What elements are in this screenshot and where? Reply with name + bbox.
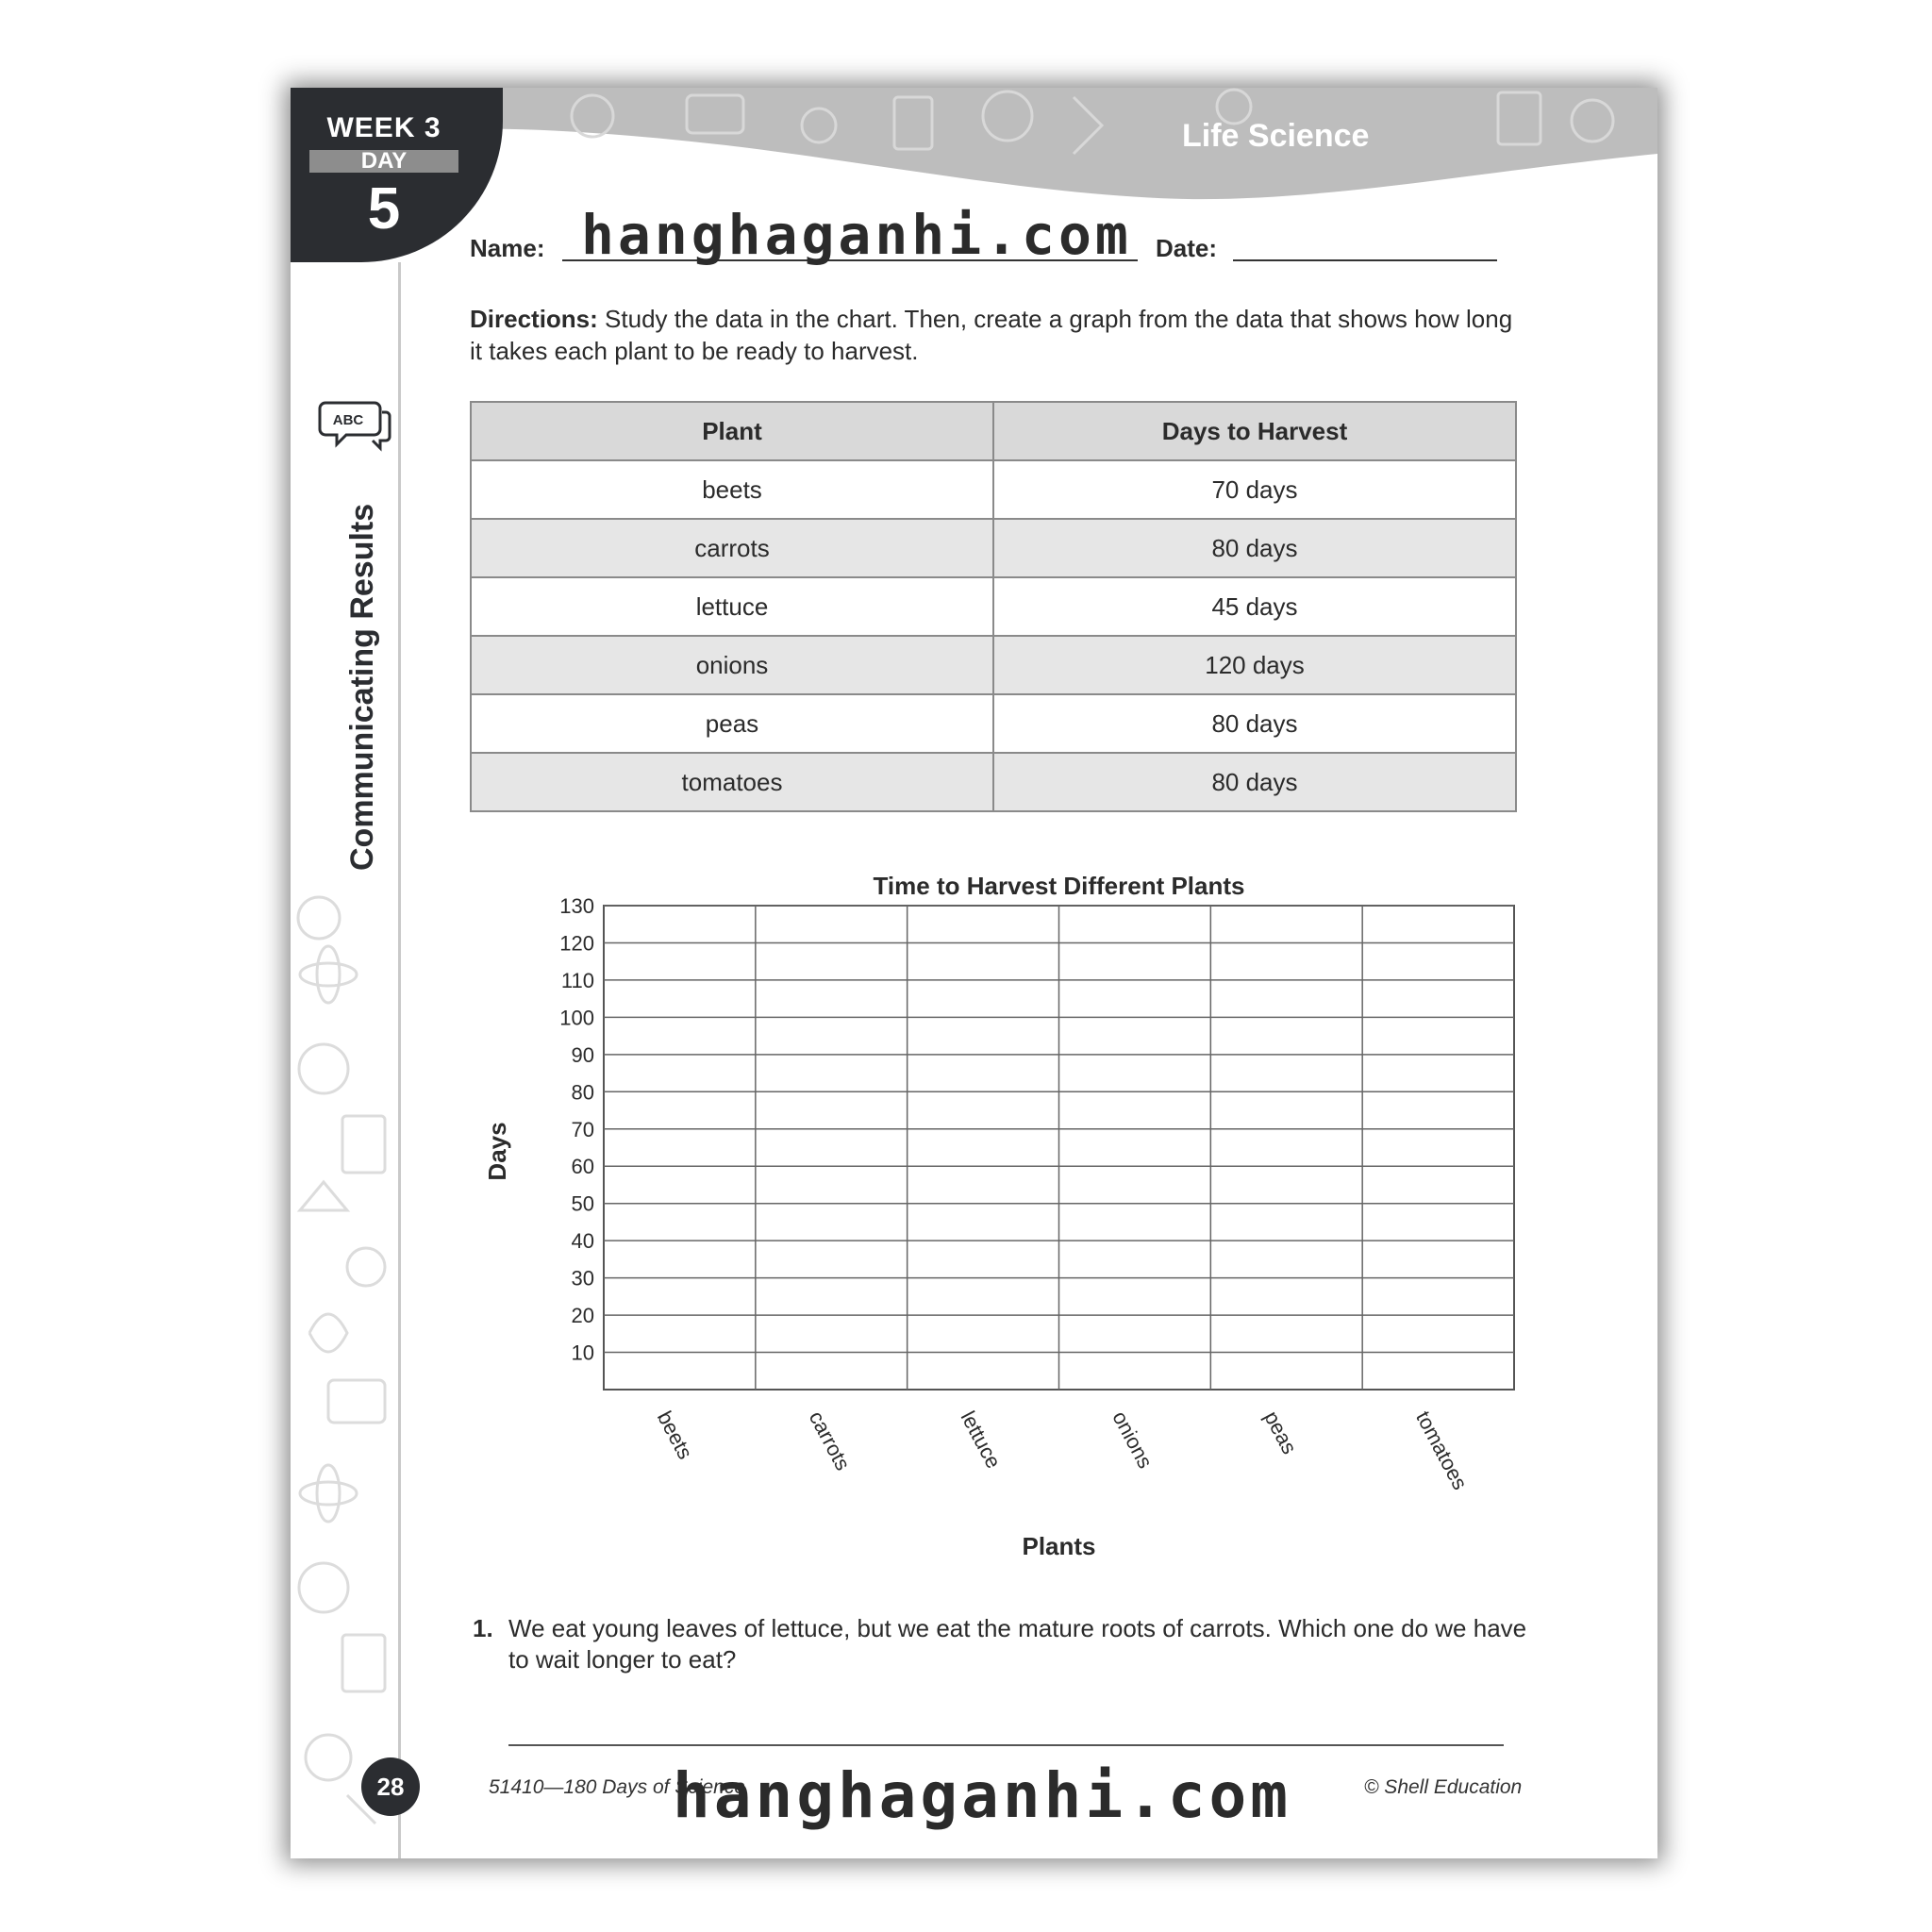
table-cell-days: 45 days [993, 577, 1516, 636]
question-number: 1. [473, 1614, 493, 1642]
sidebar-title: Communicating Results [344, 503, 380, 871]
y-tick-label: 40 [571, 1229, 594, 1254]
name-value: hanghaganhi.com [581, 203, 1132, 267]
table-cell-plant: onions [471, 636, 993, 694]
y-tick-label: 50 [571, 1191, 594, 1216]
x-tick-label: beets [652, 1407, 698, 1463]
y-tick-label: 80 [571, 1080, 594, 1105]
table-cell-plant: peas [471, 694, 993, 753]
x-axis-label: Plants [1022, 1532, 1096, 1560]
y-tick-label: 120 [559, 931, 594, 956]
week-label: WEEK 3 [326, 112, 441, 143]
footer-publication: 51410—180 Days of Science [489, 1776, 746, 1798]
question-text: We eat young leaves of lettuce, but we eat the mature roots of carrots. Which one do we have to wait longer to eat? [508, 1614, 1527, 1674]
date-label: Date: [1156, 234, 1218, 262]
table-cell-plant: beets [471, 460, 993, 519]
worksheet-page [291, 88, 1657, 1858]
table-cell-days: 80 days [993, 519, 1516, 577]
answer-line[interactable] [508, 1744, 1504, 1746]
name-label: Name: [470, 234, 545, 262]
table-cell-days: 80 days [993, 694, 1516, 753]
y-tick-label: 130 [559, 894, 594, 918]
y-tick-label: 60 [571, 1155, 594, 1179]
x-tick-label: onions [1108, 1407, 1158, 1473]
y-tick-label: 20 [571, 1304, 594, 1328]
page-number: 28 [361, 1757, 420, 1816]
table-cell-days: 120 days [993, 636, 1516, 694]
y-tick-label: 70 [571, 1117, 594, 1141]
x-tick-label: tomatoes [1411, 1407, 1473, 1494]
y-tick-label: 110 [560, 968, 594, 992]
table-cell-days: 70 days [993, 460, 1516, 519]
abc-icon-text: ABC [332, 412, 364, 428]
directions-text: Study the data in the chart. Then, create a graph from the data that shows how long it takes each plant to be ready to harvest. [470, 305, 1513, 365]
day-number: 5 [367, 176, 401, 242]
table-cell-plant: carrots [471, 519, 993, 577]
table-header-days: Days to Harvest [993, 402, 1516, 460]
subject-title: Life Science [1182, 118, 1370, 154]
x-tick-label: peas [1259, 1407, 1302, 1458]
day-label: DAY [309, 150, 458, 173]
table-cell-plant: tomatoes [471, 753, 993, 811]
y-tick-label: 10 [571, 1341, 594, 1365]
watermark-text: hanghaganhi.com [673, 1759, 1292, 1832]
chart-title: Time to Harvest Different Plants [873, 872, 1245, 900]
y-tick-label: 100 [559, 1006, 594, 1030]
y-tick-label: 90 [571, 1042, 594, 1067]
table-header-plant: Plant [471, 402, 993, 460]
harvest-graph [291, 88, 1657, 1673]
directions-label: Directions: [470, 305, 598, 333]
footer-copyright: © Shell Education [1364, 1776, 1523, 1798]
x-tick-label: carrots [804, 1407, 856, 1474]
table-cell-days: 80 days [993, 753, 1516, 811]
table-cell-plant: lettuce [471, 577, 993, 636]
x-tick-label: lettuce [956, 1407, 1007, 1473]
y-axis-label: Days [483, 1122, 511, 1181]
y-tick-label: 30 [571, 1266, 594, 1291]
